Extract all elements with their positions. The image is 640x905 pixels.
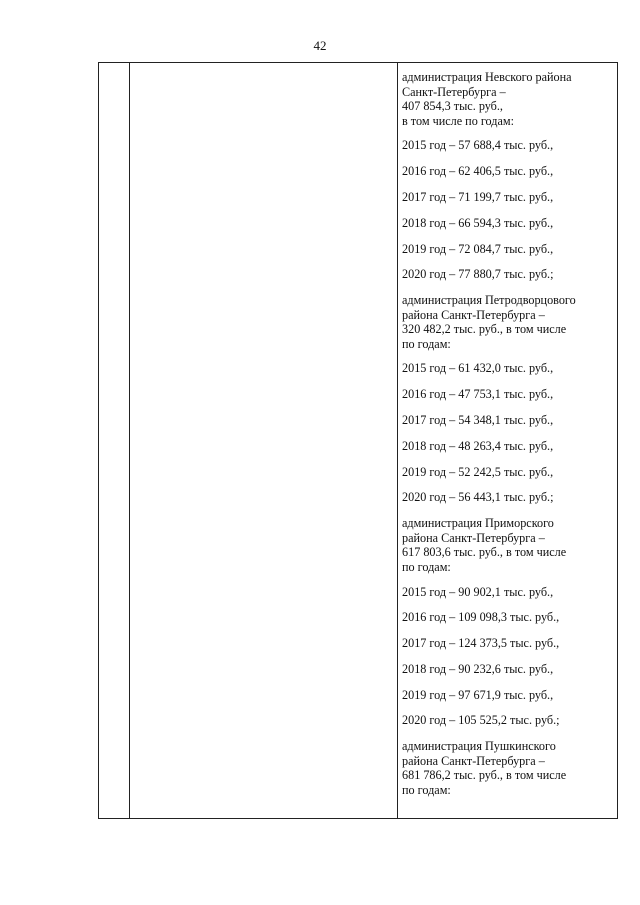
year-amount: 2015 год – 90 902,1 тыс. руб.,	[402, 584, 554, 599]
funding-cell	[397, 63, 617, 808]
heading-line: района Санкт-Петербурга –	[402, 753, 545, 768]
heading-line: по годам:	[402, 336, 451, 351]
heading-line: района Санкт-Петербурга –	[402, 307, 545, 322]
district-funding-group	[402, 70, 611, 282]
district-funding-heading	[402, 739, 611, 797]
district-funding-heading	[402, 516, 611, 574]
year-amount: 2019 год – 97 671,9 тыс. руб.,	[402, 687, 554, 702]
year-amount: 2017 год – 54 348,1 тыс. руб.,	[402, 413, 554, 427]
year-amount: 2015 год – 61 432,0 тыс. руб.,	[402, 361, 554, 376]
budget-table	[98, 62, 618, 819]
page-number: 42	[313, 38, 327, 53]
year-amount: 2018 год – 48 263,4 тыс. руб.,	[402, 438, 554, 453]
district-funding-heading	[402, 293, 611, 351]
heading-line: администрация Приморского	[402, 516, 554, 531]
year-amount: 2020 год – 77 880,7 тыс. руб.;	[402, 267, 554, 282]
year-amount: 2017 год – 124 373,5 тыс. руб.,	[402, 636, 560, 651]
column-divider-1	[129, 63, 130, 818]
district-funding-group	[402, 293, 611, 505]
year-amount: 2020 год – 105 525,2 тыс. руб.;	[402, 713, 560, 728]
year-amount: 2016 год – 47 753,1 тыс. руб.,	[402, 387, 554, 402]
heading-line: 407 854,3 тыс. руб.,	[402, 99, 503, 114]
year-amount: 2019 год – 52 242,5 тыс. руб.,	[402, 464, 554, 479]
year-amount: 2015 год – 57 688,4 тыс. руб.,	[402, 138, 554, 153]
heading-line: администрация Пушкинского	[402, 739, 556, 754]
heading-line: 681 786,2 тыс. руб., в том числе	[402, 768, 567, 783]
heading-line: по годам:	[402, 559, 451, 574]
district-funding-heading	[402, 70, 611, 128]
heading-line: 320 482,2 тыс. руб., в том числе	[402, 322, 567, 337]
heading-line: в том числе по годам:	[402, 113, 514, 128]
district-funding-group	[402, 516, 611, 728]
heading-line: Санкт-Петербурга –	[402, 84, 506, 99]
heading-line: администрация Петродворцового	[402, 293, 576, 308]
district-funding-group	[402, 739, 611, 797]
heading-line: 617 803,6 тыс. руб., в том числе	[402, 545, 567, 560]
heading-line: района Санкт-Петербурга –	[402, 530, 545, 545]
year-amount: 2018 год – 66 594,3 тыс. руб.,	[402, 215, 554, 230]
year-amount: 2016 год – 62 406,5 тыс. руб.,	[402, 164, 554, 179]
year-amount: 2017 год – 71 199,7 тыс. руб.,	[402, 189, 554, 204]
heading-line: администрация Невского района	[402, 70, 572, 84]
year-amount: 2016 год – 109 098,3 тыс. руб.,	[402, 610, 560, 625]
year-amount: 2020 год – 56 443,1 тыс. руб.;	[402, 490, 554, 505]
year-amount: 2018 год – 90 232,6 тыс. руб.,	[402, 661, 554, 676]
heading-line: по годам:	[402, 782, 451, 797]
year-amount: 2019 год – 72 084,7 тыс. руб.,	[402, 241, 554, 256]
